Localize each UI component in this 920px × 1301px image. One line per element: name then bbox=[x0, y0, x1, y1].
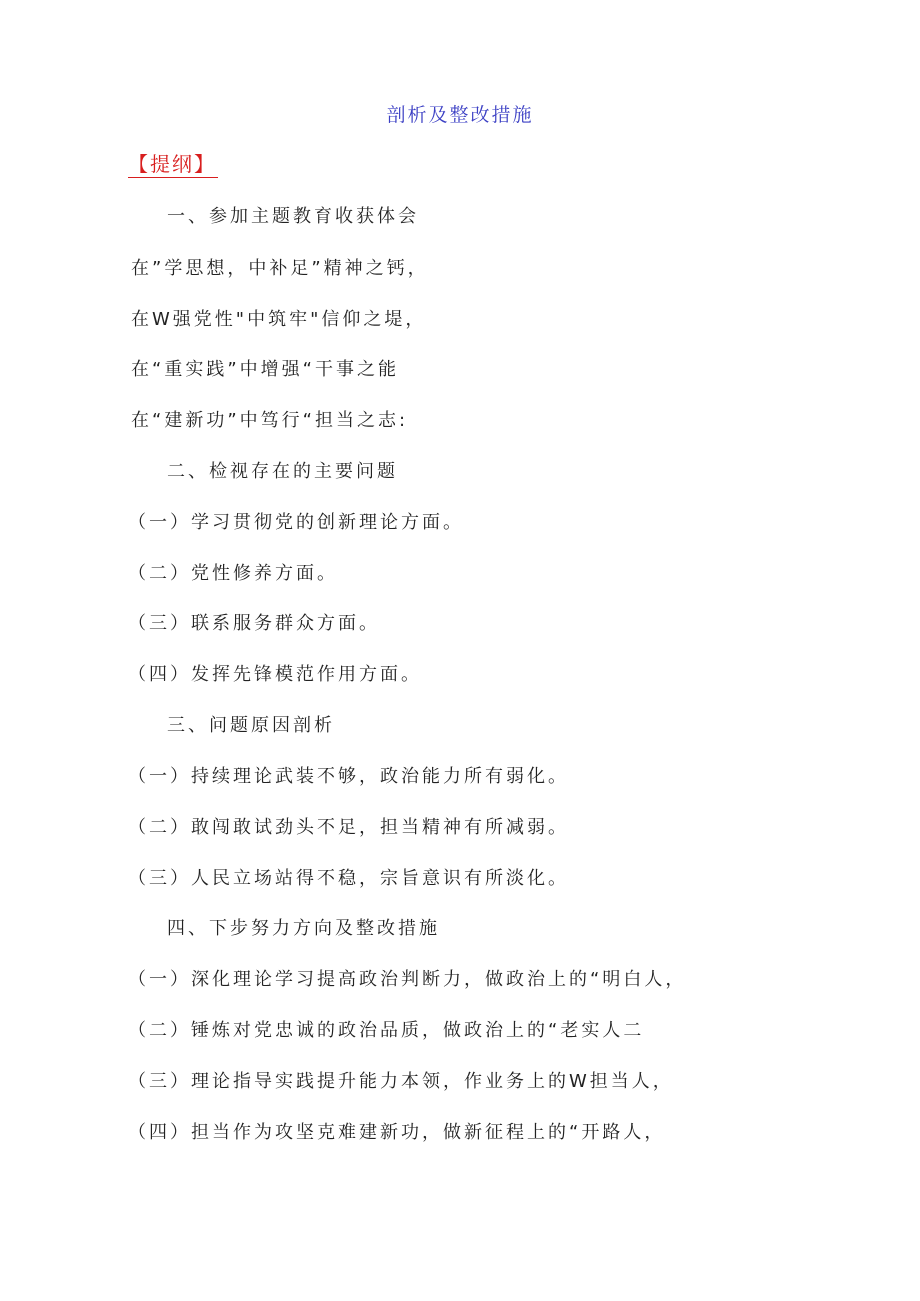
list-item: （三）人民立场站得不稳，宗旨意识有所淡化。 bbox=[128, 868, 569, 889]
list-item: （四）担当作为攻坚克难建新功，做新征程上的“开路人， bbox=[128, 1122, 666, 1143]
document-title: 剖析及整改措施 bbox=[386, 104, 534, 126]
list-item: （三）理论指导实践提升能力本领，作业务上的W担当人， bbox=[128, 1071, 674, 1092]
section-heading: 三、问题原因剖析 bbox=[167, 715, 335, 736]
list-item: 在“重实践”中增强“干事之能 bbox=[131, 359, 399, 380]
list-item: 在“建新功”中笃行“担当之志: bbox=[131, 410, 409, 431]
section-heading: 一、参加主题教育收获体会 bbox=[167, 206, 419, 227]
section-heading: 二、检视存在的主要问题 bbox=[167, 461, 398, 482]
list-item: （二）敢闯敢试劲头不足，担当精神有所减弱。 bbox=[128, 817, 569, 838]
outline-label: 【提纲】 bbox=[128, 152, 216, 176]
list-item: （一）深化理论学习提高政治判断力，做政治上的“明白人， bbox=[128, 969, 687, 990]
list-item: （一）持续理论武装不够，政治能力所有弱化。 bbox=[128, 766, 569, 787]
list-item: （四）发挥先锋模范作用方面。 bbox=[128, 664, 422, 685]
list-item: （三）联系服务群众方面。 bbox=[128, 613, 380, 634]
list-item: 在”学思想，中补足”精神之钙， bbox=[131, 258, 429, 279]
list-item: （二）锤炼对党忠诚的政治品质，做政治上的“老实人二 bbox=[128, 1020, 645, 1041]
list-item: 在W强党性"中筑牢"信仰之堤， bbox=[131, 309, 427, 330]
list-item: （一）学习贯彻党的创新理论方面。 bbox=[128, 512, 464, 533]
list-item: （二）党性修养方面。 bbox=[128, 563, 338, 584]
section-heading: 四、下步努力方向及整改措施 bbox=[167, 918, 440, 939]
